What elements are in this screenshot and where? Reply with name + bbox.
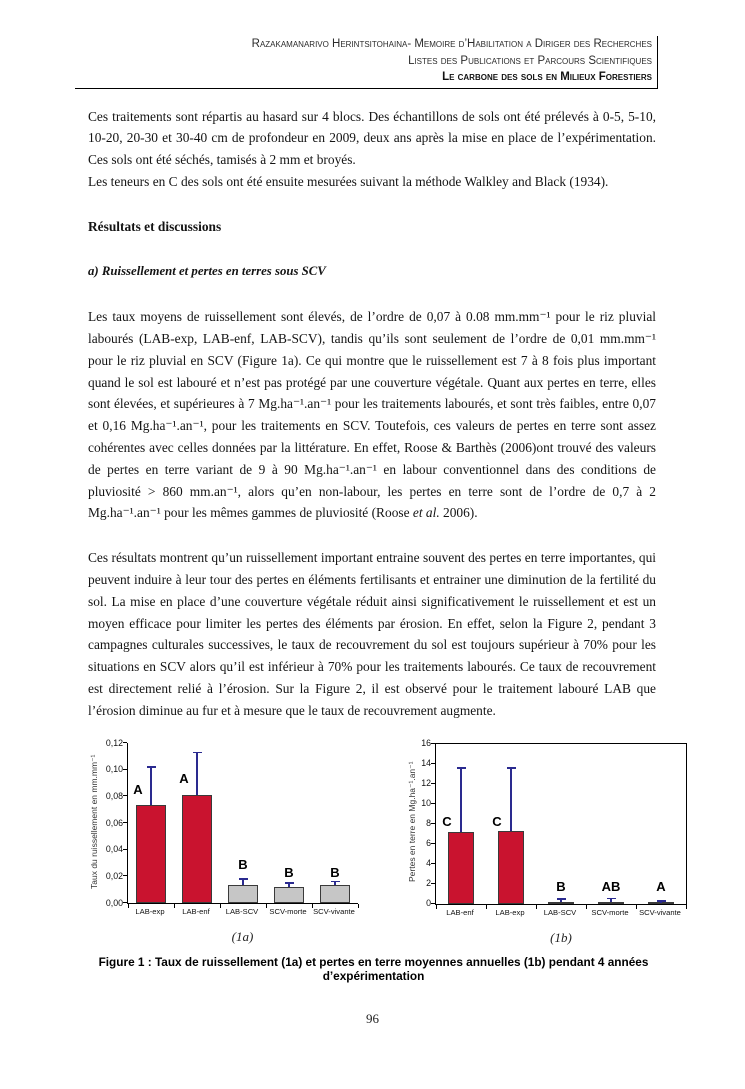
et-al-italic: et al.: [412, 505, 440, 521]
section-heading-results: Résultats et discussions: [88, 218, 222, 234]
significance-letter-SCV-morte: AB: [601, 879, 621, 895]
x-label-LAB-SCV: LAB-SCV: [543, 907, 577, 917]
y-tick-10: 10: [421, 797, 431, 808]
significance-letter-SCV-vivante: B: [330, 865, 340, 881]
bar-LAB-enf: [448, 832, 474, 904]
error-cap-LAB-exp: [147, 766, 156, 767]
paragraph-runoff-rates-end: 2006).: [439, 505, 478, 521]
y-tick-mark: [431, 743, 435, 744]
y-tick-mark: [431, 803, 435, 804]
y-tick-6: 6: [426, 837, 431, 848]
chart-1b-subcaption: (1b): [550, 929, 572, 945]
header-title-line: Le carbone des sols en Milieux Forestiers: [442, 71, 652, 83]
bar-LAB-enf: [182, 795, 212, 903]
bar-LAB-exp: [498, 831, 524, 904]
x-label-LAB-enf: LAB-enf: [446, 907, 474, 917]
y-tick-mark: [123, 795, 127, 796]
chart-1b-x-labels: [435, 908, 687, 921]
paragraph-runoff-rates: [88, 306, 656, 524]
x-label-LAB-SCV: LAB-SCV: [225, 906, 259, 916]
significance-letter-SCV-vivante: A: [656, 879, 666, 895]
y-tick-mark: [431, 843, 435, 844]
error-cap-SCV-morte: [285, 882, 294, 883]
error-cap-LAB-SCV: [557, 898, 566, 899]
y-tick-0,06: 0,06: [105, 817, 123, 828]
chart-1a-subcaption: (1a): [231, 928, 254, 944]
y-tick-0,00: 0,00: [105, 897, 123, 908]
significance-letter-SCV-morte: B: [284, 865, 294, 881]
y-tick-2: 2: [426, 877, 431, 888]
significance-letter-LAB-exp: A: [133, 781, 143, 797]
bar-LAB-SCV: [548, 902, 574, 904]
bar-LAB-SCV: [228, 885, 258, 903]
chart-1a-x-labels: [127, 907, 358, 920]
y-tick-0,02: 0,02: [105, 870, 123, 881]
y-tick-mark: [123, 875, 127, 876]
y-tick-0,04: 0,04: [105, 844, 123, 855]
error-bar-LAB-enf: [460, 768, 461, 832]
significance-letter-LAB-enf: A: [179, 771, 189, 787]
x-label-SCV-morte: SCV-morte: [591, 907, 629, 917]
bar-LAB-exp: [136, 805, 166, 902]
y-tick-0: 0: [426, 897, 431, 908]
y-tick-12: 12: [421, 777, 431, 788]
y-tick-0,08: 0,08: [105, 790, 123, 801]
error-bar-LAB-exp: [510, 768, 511, 831]
y-tick-0,10: 0,10: [105, 764, 123, 775]
y-tick-16: 16: [421, 737, 431, 748]
y-tick-mark: [431, 863, 435, 864]
error-cap-LAB-enf: [193, 752, 202, 753]
paragraph-discussion: Ces résultats montrent qu’un ruissellement important entraine souvent des pertes en terre importantes, qui peuvent induire à leur tour des pertes en éléments fertilisants et entrainer une diminution de la fertilité du sol. La mise en place d’une couverture végétale réduit ainsi significativement le ruissellement et est un moyen efficace pour limiter les pertes des éléments par érosion. En effet, selon la Figure 2, pendant 3 campagnes culturales successives, le taux de recouvrement du sol est toujours supérieur à 70% pour les situations en SCV alors qu’il est inférieur à 70% pour les traitements labourés. Ce taux de recouvrement est directement relié à l’érosion. Sur la Figure 2, il est observé pour le traitement labouré LAB que l’érosion diminue au fur et à mesure que le taux de recouvrement augmente.: [88, 550, 656, 718]
y-tick-mark: [123, 769, 127, 770]
paragraph-carbon-method: Les teneurs en C des sols ont été ensuite mesurées suivant la méthode Walkley and Black (1934).: [88, 173, 609, 189]
error-cap-SCV-vivante: [331, 881, 340, 882]
document-body: [88, 106, 656, 722]
chart-1a-plot-area: [127, 743, 358, 904]
paragraph-runoff-rates-text: Les taux moyens de ruissellement sont élevés, de l’ordre de 0,07 à 0.08 mm.mm⁻¹ pour le riz pluvial labourés (LAB-exp, LAB-enf, LAB-SCV), tandis qu’ils sont seulement de l’ordre de 0,01 mm.mm⁻¹ pour le riz pluvial en SCV (Figure 1a). Ce qui montre que le ruissellement est 7 à 8 fois plus important quand le sol est labouré et n’est pas protégé par une couverture végétale. Quant aux pertes en terre, elles sont élevées, et supérieures à 7 Mg.ha⁻¹.an⁻¹ pour les traitements labourés, et sont très faibles, entre 0,07 et 0,16 Mg.ha⁻¹.an⁻¹, pour les traitements en SCV. Toutefois, ces valeurs de pertes en terre sont assez cohérentes avec celles données par la littérature. En effet, Roose & Barthès (2006)ont trouvé des valeurs de pertes en terre variant de 9 à 90 Mg.ha⁻¹.an⁻¹ en labour conventionnel dans des conditions de pluviosité > 860 mm.an⁻¹, alors qu’en non-labour, les pertes en terre sont de l’ordre de 0,7 à 2 Mg.ha⁻¹.an⁻¹ pour les mêmes gammes de pluviosité (Roose: [88, 309, 656, 521]
significance-letter-LAB-exp: C: [492, 813, 502, 829]
error-cap-SCV-vivante: [657, 900, 666, 901]
error-cap-LAB-SCV: [239, 878, 248, 879]
y-tick-14: 14: [421, 757, 431, 768]
y-tick-mark: [123, 902, 127, 903]
x-label-SCV-vivante: SCV-vivante: [313, 906, 355, 916]
chart-1b: [406, 737, 687, 946]
bar-SCV-vivante: [320, 885, 350, 903]
significance-letter-LAB-enf: C: [442, 813, 452, 829]
x-label-LAB-exp: LAB-exp: [135, 906, 165, 916]
y-tick-mark: [431, 763, 435, 764]
x-label-LAB-enf: LAB-enf: [182, 906, 210, 916]
y-tick-mark: [123, 849, 127, 850]
header-publications-line: Listes des Publications et Parcours Scientifiques: [408, 54, 652, 67]
x-label-SCV-vivante: SCV-vivante: [639, 907, 681, 917]
chart-1b-y-axis-label: Pertes en terre en Mg.ha⁻¹.an⁻¹: [407, 761, 417, 882]
header-author-line: Razakamanarivo Herintsitohaina- Memoire d’Habilitation a Diriger des Recherches: [251, 38, 652, 50]
figure-1-caption: Figure 1 : Taux de ruissellement (1a) et pertes en terre moyennes annuelles (1b) pendant 4 années d’expérimentation: [98, 954, 649, 983]
significance-letter-LAB-SCV: B: [556, 879, 566, 895]
error-bar-LAB-exp: [150, 767, 151, 806]
y-tick-mark: [431, 903, 435, 904]
y-tick-mark: [431, 823, 435, 824]
paragraph-treatments: Ces traitements sont répartis au hasard sur 4 blocs. Des échantillons de sols ont été prélevés à 0-5, 5-10, 10-20, 20-30 et 30-40 cm de profondeur en 2009, deux ans après la mise en place de l’expérimentation. Ces sols ont été séchés, tamisés à 2 mm et broyés.: [88, 108, 656, 168]
error-cap-LAB-exp: [507, 767, 516, 768]
y-tick-mark: [431, 883, 435, 884]
y-tick-4: 4: [426, 857, 431, 868]
y-tick-8: 8: [426, 817, 431, 828]
error-cap-LAB-enf: [457, 767, 466, 768]
y-tick-0,12: 0,12: [105, 737, 123, 748]
y-tick-mark: [123, 822, 127, 823]
error-bar-LAB-enf: [196, 752, 197, 795]
y-tick-mark: [431, 783, 435, 784]
x-label-LAB-exp: LAB-exp: [495, 907, 525, 917]
significance-letter-LAB-SCV: B: [238, 856, 248, 872]
bar-SCV-morte: [274, 887, 304, 902]
chart-1b-plot-area: [435, 743, 687, 905]
chart-1a-y-axis-label: Taux du ruissellement en mm.mm⁻¹: [89, 754, 99, 889]
subsection-heading-ruissellement: a) Ruissellement et pertes en terres sous SCV: [88, 264, 326, 279]
figure-1: [88, 737, 687, 946]
page-number: 96: [366, 1010, 379, 1026]
error-cap-SCV-morte: [607, 898, 616, 899]
x-label-SCV-morte: SCV-morte: [269, 906, 307, 916]
y-tick-mark: [123, 742, 127, 743]
page-header: [75, 36, 658, 89]
chart-1a: [88, 737, 358, 946]
